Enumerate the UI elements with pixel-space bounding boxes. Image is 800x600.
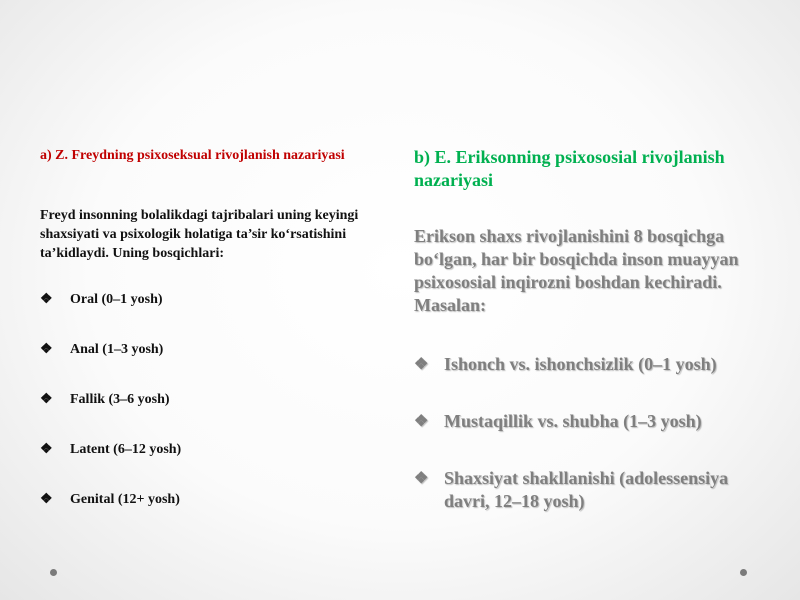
diamond-bullet-icon: ❖ (40, 392, 53, 407)
list-item-label: Mustaqillik vs. shubha (1–3 yosh) (444, 411, 702, 431)
list-item-label: Fallik (3–6 yosh) (70, 392, 170, 407)
diamond-bullet-icon: ❖ (414, 413, 429, 430)
list-item (40, 440, 380, 459)
list-item (414, 467, 764, 513)
erikson-stages-list (414, 353, 764, 513)
list-item (414, 353, 764, 376)
right-column (414, 146, 764, 547)
list-item-label: Shaxsiyat shakllanishi (adolessensiya davri, 12–18 yosh) (444, 468, 729, 511)
erikson-heading: b) E. Eriksonning psixososial rivojlanish nazariyasi (414, 147, 725, 190)
decorative-dot-right (740, 569, 747, 576)
diamond-bullet-icon: ❖ (40, 442, 53, 457)
diamond-bullet-icon: ❖ (40, 292, 53, 307)
list-item (40, 290, 380, 309)
diamond-bullet-icon: ❖ (414, 470, 429, 487)
list-item-label: Latent (6–12 yosh) (70, 442, 182, 457)
list-item (40, 340, 380, 359)
list-item-label: Anal (1–3 yosh) (70, 342, 164, 357)
diamond-bullet-icon: ❖ (414, 356, 429, 373)
list-item (414, 410, 764, 433)
freud-intro-text: Freyd insonning bolalikdagi tajribalari uning keyingi shaxsiyati va psixologik holatiga ta’sir ko‘rsatishini ta’kidlaydi. Uning bosqichlari: (40, 208, 359, 261)
list-item-label: Ishonch vs. ishonchsizlik (0–1 yosh) (444, 354, 717, 374)
diamond-bullet-icon: ❖ (40, 342, 53, 357)
decorative-dot-left (50, 569, 57, 576)
diamond-bullet-icon: ❖ (40, 492, 53, 507)
list-item (40, 490, 380, 509)
erikson-intro-text: Erikson shaxs rivojlanishini 8 bosqichga bo‘lgan, har bir bosqichda inson muayyan psixososial inqirozni boshdan kechiradi. Masalan: (414, 226, 739, 315)
freud-heading: a) Z. Freydning psixoseksual rivojlanish nazariyasi (40, 148, 345, 163)
freud-stages-list (40, 290, 380, 509)
left-column (40, 146, 380, 540)
list-item-label: Oral (0–1 yosh) (70, 292, 163, 307)
list-item-label: Genital (12+ yosh) (70, 492, 180, 507)
list-item (40, 390, 380, 409)
